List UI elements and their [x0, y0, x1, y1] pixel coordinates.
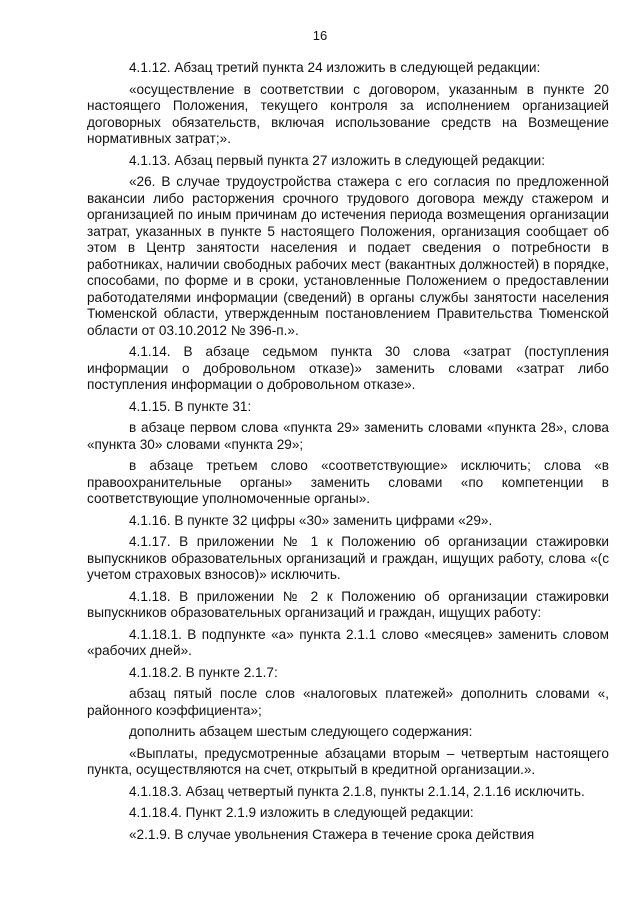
- paragraph-4-1-18-3: 4.1.18.3. Абзац четвертый пункта 2.1.8, пункты 2.1.14, 2.1.16 исключить.: [129, 783, 585, 799]
- paragraph-4-1-15: 4.1.15. В пункте 31:: [129, 398, 252, 414]
- paragraph-4-1-17: 4.1.17. В приложении № 1 к Положению об организации стажировки выпускников образовательных организаций и граждан, ищущих работу, слова «(с учетом страховых взносов)» исключить.: [87, 534, 609, 582]
- paragraph-4-1-18: 4.1.18. В приложении № 2 к Положению об организации стажировки выпускников образовательных организаций и граждан, ищущих работу:: [87, 588, 609, 620]
- paragraph-quote-24: «осуществление в соответствии с договором, указанным в пункте 20 настоящего Положения, текущего контроля за исполнением организацией договорных обязательств, включая использование средств на Возмещение нормативных затрат;».: [87, 81, 609, 146]
- document-body: [87, 60, 609, 848]
- paragraph-quote-26: «26. В случае трудоустройства стажера с его согласия по предложенной вакансии либо расторжения срочного трудового договора между стажером и организацией по иным причинам до истечения периода возмещения организации затрат, указанных в пункте 5 настоящего Положения, организация сообщает об этом в Центр занятости населения и подает сведения о потребности в работниках, наличии свободных рабочих мест (вакантных должностей) в порядке, способами, по форме и в сроки, установленные Положением о предоставлении работодателями информации (сведений) в органы службы занятости населения Тюменской области, утвержденным постановлением Правительства Тюменской области от 03.10.2012 № 396-п.».: [87, 174, 609, 338]
- paragraph-4-1-14: 4.1.14. В абзаце седьмом пункта 30 слова «затрат (поступления информации о добровольном отказе)» заменить словами «затрат либо поступления информации о добровольном отказе».: [87, 344, 609, 392]
- page-number: 16: [312, 28, 328, 43]
- paragraph-4-1-12: 4.1.12. Абзац третий пункта 24 изложить в следующей редакции:: [129, 60, 541, 75]
- paragraph-4-1-13: 4.1.13. Абзац первый пункта 27 изложить в следующей редакции:: [129, 152, 545, 168]
- paragraph-sixth-addition: дополнить абзацем шестым следующего содержания:: [129, 724, 473, 739]
- paragraph-31-first: в абзаце первом слова «пункта 29» заменить словами «пункта 28», слова «пункта 30» словами «пункта 29»;: [87, 420, 609, 452]
- paragraph-2-1-9-quote: «2.1.9. В случае увольнения Стажера в течение срока действия: [129, 826, 535, 842]
- paragraph-4-1-16: 4.1.16. В пункте 32 цифры «30» заменить цифрами «29».: [129, 512, 493, 528]
- paragraph-4-1-18-4: 4.1.18.4. Пункт 2.1.9 изложить в следующей редакции:: [129, 805, 474, 820]
- paragraph-31-third: в абзаце третьем слово «соответствующие» исключить; слова «в правоохранительные органы» заменить словами «по компетенции в соответствующие уполномоченные органы».: [87, 458, 609, 506]
- paragraph-4-1-18-2: 4.1.18.2. В пункте 2.1.7:: [129, 664, 278, 680]
- paragraph-fifth-addition: абзац пятый после слов «налоговых платежей» дополнить словами «, районного коэффициента»;: [87, 686, 609, 718]
- paragraph-4-1-18-1: 4.1.18.1. В подпункте «а» пункта 2.1.1 слово «месяцев» заменить словом «рабочих дней».: [87, 626, 609, 658]
- paragraph-payments-quote: «Выплаты, предусмотренные абзацами вторым – четвертым настоящего пункта, осуществляются на счет, открытый в кредитной организации.».: [87, 745, 609, 777]
